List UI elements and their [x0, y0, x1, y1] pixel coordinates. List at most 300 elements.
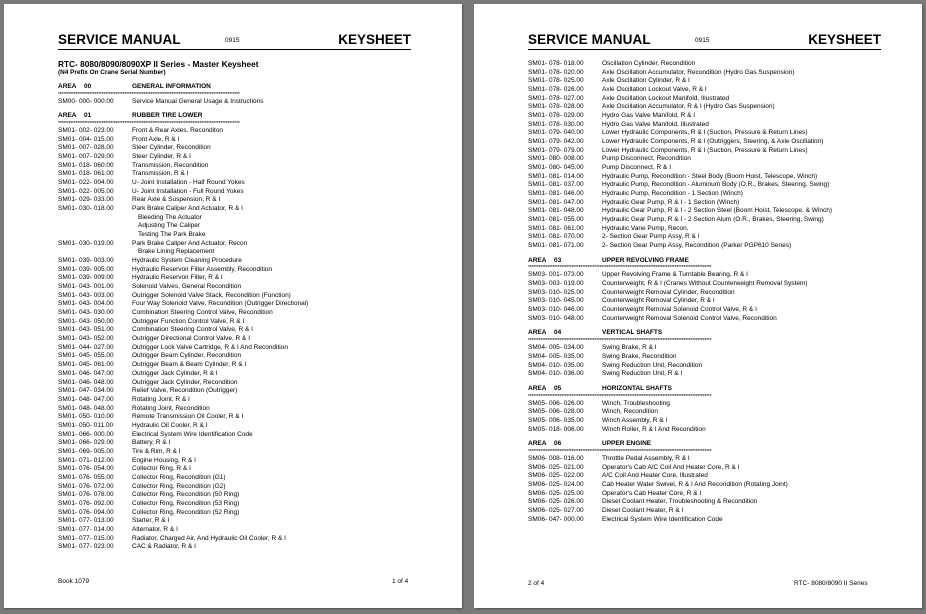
row-description: Rotating Joint, Recondition — [132, 404, 210, 412]
row-code: SM01- 078- 027.00 — [528, 94, 584, 102]
area-name: UPPER REVOLVING FRAME — [602, 256, 689, 264]
row-code: SM01- 050- 011.00 — [58, 421, 114, 429]
row-code: SM01- 078- 029.00 — [528, 112, 584, 120]
area-name: HORIZONTAL SHAFTS — [602, 384, 672, 392]
row-code: SM01- 039- 005.00 — [58, 265, 114, 273]
keysheet-row — [528, 344, 890, 353]
keysheet-row — [58, 352, 418, 361]
row-description: Outrigger Beam & Beam Cylinder, R & I — [132, 361, 247, 369]
row-description: Hydraulic Gear Pump, R & I - 2 Section Steel (Boom Hoist, Telescope, & Winch) — [602, 207, 832, 215]
keysheet-row — [58, 517, 418, 526]
row-description: Electrical System Wire Identification Code — [602, 515, 723, 523]
row-description: Counterweight Removal Solenoid Control Valve, Recondition — [602, 314, 777, 322]
keysheet-row — [528, 225, 890, 234]
area-name: VERTICAL SHAFTS — [602, 329, 663, 337]
row-code: SM01- 081- 014.00 — [528, 172, 584, 180]
row-code: SM01- 022- 005.00 — [58, 187, 114, 195]
row-description: U- Joint Installation - Full Round Yokes — [132, 187, 244, 195]
row-code: SM01- 081- 037.00 — [528, 181, 584, 189]
row-code: SM01- 081- 071.00 — [528, 242, 584, 250]
row-code: SM01- 081- 048.00 — [528, 207, 584, 215]
keysheet-row — [58, 205, 418, 214]
row-code: SM01- 043- 004.00 — [58, 300, 114, 308]
row-code: SM04- 010- 035.00 — [528, 361, 584, 369]
area-heading — [528, 329, 890, 338]
row-code: SM01- 043- 003.00 — [58, 291, 114, 299]
area-number: 04 — [554, 329, 562, 337]
row-code: SM01- 044- 027.00 — [58, 343, 114, 351]
document-subtitle: (N4 Prefix On Crane Serial Number) — [58, 69, 166, 76]
area-number: 00 — [84, 83, 92, 90]
area-number: 01 — [84, 112, 92, 120]
keysheet-row — [528, 455, 890, 464]
row-code: SM01- 046- 047.00 — [58, 369, 114, 377]
keysheet-row — [528, 426, 890, 435]
row-code: SM03- 010- 048.00 — [528, 314, 584, 322]
area-label: AREA — [58, 112, 77, 120]
row-description: Outrigger Directional Control Valve, R & I — [132, 335, 251, 343]
keysheet-row — [528, 77, 890, 86]
keysheet-row — [58, 526, 418, 535]
row-description: A/C Coil And Heater Core, Illustrated — [602, 472, 708, 480]
row-description: Hydraulic Pump, Recondition - 1 Section (Winch) — [602, 190, 743, 198]
row-code: SM01- 077- 015.00 — [58, 534, 114, 542]
row-code: SM01- 078- 025.00 — [528, 77, 584, 85]
keysheet-row — [58, 344, 418, 353]
keysheet-row — [528, 129, 890, 138]
row-description: Engine Housing, R & I — [132, 456, 196, 464]
header-title: SERVICE MANUAL — [528, 32, 651, 47]
keysheet-row — [528, 103, 890, 112]
keysheet-row — [58, 274, 418, 283]
keysheet-row — [58, 283, 418, 292]
area-label: AREA — [528, 440, 547, 448]
row-description: Outrigger Jack Cylinder, R & I — [132, 369, 218, 377]
row-code: SM01- 043- 030.00 — [58, 309, 114, 317]
document-page-1 — [4, 4, 462, 608]
keysheet-row — [528, 216, 890, 225]
area-name: RUBBER TIRE LOWER — [132, 112, 203, 120]
row-code: SM01- 078- 026.00 — [528, 86, 584, 94]
row-description: Hydraulic Pump, Recondition - Aluminum Body (O.R., Brakes, Steering, Swing) — [602, 181, 830, 189]
asterisk-divider: ********************************************************************************************************* — [528, 265, 712, 272]
row-code: SM01- 004- 015.00 — [58, 135, 114, 143]
row-code: SM01- 022- 004.00 — [58, 179, 114, 187]
row-description: Winch Assembly, R & I — [602, 416, 668, 424]
keysheet-row — [58, 535, 418, 544]
row-code: SM03- 003- 019.00 — [528, 280, 584, 288]
row-code: SM01- 047- 034.00 — [58, 387, 114, 395]
keysheet-row — [58, 422, 418, 431]
row-description: Axle Oscillation Cylinder, R & I — [602, 77, 690, 85]
keysheet-row — [528, 417, 890, 426]
row-description: Steer Cylinder, Recondition — [132, 144, 211, 152]
keysheet-row — [528, 481, 890, 490]
row-description: Collector Ring, Recondition (52 Ring) — [132, 508, 240, 516]
row-description: Swing Reduction Unit, Recondition — [602, 361, 703, 369]
row-code: SM01- 046- 048.00 — [58, 378, 114, 386]
keysheet-row — [58, 387, 418, 396]
keysheet-row — [528, 516, 890, 525]
row-code: SM06- 025- 022.00 — [528, 472, 584, 480]
row-description: Collector Ring, R & I — [132, 465, 191, 473]
keysheet-row — [58, 491, 418, 500]
keysheet-row — [58, 465, 418, 474]
keysheet-row — [58, 335, 418, 344]
row-description: Pump Disconnect, Recondition — [602, 155, 691, 163]
area-heading — [528, 257, 890, 266]
page-body — [528, 60, 890, 524]
row-code: SM01- 018- 061.00 — [58, 170, 114, 178]
row-code: SM01- 043- 051.00 — [58, 326, 114, 334]
keysheet-row — [58, 543, 418, 552]
row-description: Upper Revolving Frame & Turntable Bearing, R & I — [602, 271, 748, 279]
keysheet-row — [58, 188, 418, 197]
keysheet-row — [58, 457, 418, 466]
area-heading — [58, 83, 418, 92]
row-code: SM04- 005- 035.00 — [528, 352, 584, 360]
row-description: Outrigger Beam Cylinder, Recondition — [132, 352, 242, 360]
keysheet-row — [528, 362, 890, 371]
row-code: SM01- 079- 040.00 — [528, 129, 584, 137]
row-code: SM01- 043- 001.00 — [58, 283, 114, 291]
row-code: SM06- 047- 000.00 — [528, 515, 584, 523]
keysheet-row — [58, 231, 418, 240]
row-description: Hydraulic Reservoir Filter Assembly, Recondition — [132, 265, 273, 273]
row-description: Diesel Coolant Heater, Troubleshooting & Recondition — [602, 498, 758, 506]
row-description: Collector Ring, Recondition (53 Ring) — [132, 499, 240, 507]
row-code: SM01- 076- 078.00 — [58, 491, 114, 499]
sections-container — [528, 251, 890, 524]
row-code: SM01- 079- 042.00 — [528, 138, 584, 146]
area-name: GENERAL INFORMATION — [132, 83, 211, 90]
row-description: Collector Ring, Recondition (G1) — [132, 473, 226, 481]
header-rule — [528, 49, 881, 50]
row-code: SM01- 071- 012.00 — [58, 456, 114, 464]
row-description: Axle Oscillation Accumulator, R & I (Hydro Gas Suspension) — [602, 103, 775, 111]
keysheet-row — [528, 297, 890, 306]
row-code: SM01- 069- 005.00 — [58, 447, 114, 455]
row-code: SM05- 006- 028.00 — [528, 408, 584, 416]
row-code: SM01- 018- 060.00 — [58, 161, 114, 169]
area-heading — [528, 385, 890, 394]
document-title: RTC- 8080/8090/8090XP II Series - Master Keysheet — [58, 59, 259, 69]
row-description: Axle Oscillation Lockout Valve, R & I — [602, 86, 707, 94]
row-description: Starter, R & I — [132, 517, 170, 525]
row-code: SM01- 045- 061.00 — [58, 361, 114, 369]
keysheet-row — [528, 121, 890, 130]
area-heading — [528, 440, 890, 449]
row-description: Counterweight Removal Solenoid Control Valve, R & I — [602, 306, 757, 314]
row-code: SM01- 076- 094.00 — [58, 508, 114, 516]
row-code: SM01- 078- 030.00 — [528, 120, 584, 128]
row-code: SM06- 025- 026.00 — [528, 498, 584, 506]
keysheet-row — [58, 214, 418, 223]
keysheet-row — [58, 431, 418, 440]
row-description: Rotating Joint, R & I — [132, 395, 190, 403]
row-description: CAC & Radiator, R & I — [132, 543, 196, 551]
keysheet-row — [58, 266, 418, 275]
area-label: AREA — [528, 256, 547, 264]
row-description: Combination Steering Control Valve, R & I — [132, 326, 253, 334]
keysheet-row — [58, 144, 418, 153]
keysheet-row — [58, 413, 418, 422]
row-code: SM01- 081- 061.00 — [528, 224, 584, 232]
keysheet-row — [528, 190, 890, 199]
continued-rows — [528, 60, 890, 251]
keysheet-row — [528, 271, 890, 280]
row-code: SM01- 030- 019.00 — [58, 239, 114, 247]
row-code: SM03- 010- 025.00 — [528, 288, 584, 296]
row-code: SM01- 007- 029.00 — [58, 153, 114, 161]
keysheet-row — [528, 242, 890, 251]
keysheet-row — [528, 289, 890, 298]
row-code: SM01- 043- 050.00 — [58, 317, 114, 325]
row-description: Hydraulic Reservoir Filter, R & I — [132, 274, 223, 282]
footer-left: Book 1079 — [58, 578, 90, 585]
keysheet-row — [58, 326, 418, 335]
document-page-2 — [474, 4, 922, 608]
row-description: Oscillation Cylinder, Recondition — [602, 60, 696, 67]
row-code: SM01- 050- 010.00 — [58, 413, 114, 421]
row-code: SM01- 045- 055.00 — [58, 352, 114, 360]
footer-right: 1 of 4 — [392, 578, 409, 585]
area-number: 05 — [554, 384, 562, 392]
row-code: SM01- 029- 033.00 — [58, 196, 114, 204]
row-description: Electrical System Wire Identification Code — [132, 430, 253, 438]
row-description: Counterweight Removal Cylinder, Recondition — [602, 288, 735, 296]
row-description: Hydraulic Vane Pump, Recon. — [602, 224, 689, 232]
row-description: Transmission, R & I — [132, 170, 189, 178]
keysheet-row — [58, 370, 418, 379]
row-description: Hydraulic Pump, Recondition - Steel Body (Boom Hoist, Telescope, Winch) — [602, 172, 818, 180]
row-description: Outrigger Solenoid Valve Stack, Recondition (Function) — [132, 291, 291, 299]
keysheet-row — [58, 222, 418, 231]
row-description: Winch Roller, R & I And Recondition — [602, 425, 706, 433]
row-code: SM01- 076- 072.00 — [58, 482, 114, 490]
row-code: SM03- 010- 045.00 — [528, 297, 584, 305]
keysheet-row — [58, 257, 418, 266]
row-code: SM03- 010- 046.00 — [528, 306, 584, 314]
row-code: SM01- 076- 054.00 — [58, 465, 114, 473]
row-description: Solenoid Valves, General Recondition — [132, 283, 242, 291]
asterisk-divider: ******************************************************************************************************** — [58, 121, 240, 128]
row-code: SM01- 048- 048.00 — [58, 404, 114, 412]
row-description: Swing Reduction Unit, R & I — [602, 370, 683, 378]
area-label: AREA — [528, 329, 547, 337]
keysheet-row — [528, 507, 890, 516]
keysheet-row — [58, 379, 418, 388]
row-code: SM01- 030- 018.00 — [58, 205, 114, 213]
header-keysheet: KEYSHEET — [338, 32, 411, 47]
row-description: Battery, R & I — [132, 439, 171, 447]
row-code: SM01- 079- 079.00 — [528, 146, 584, 154]
keysheet-row — [528, 306, 890, 315]
row-code: SM04- 005- 034.00 — [528, 344, 584, 352]
row-code: SM06- 025- 021.00 — [528, 463, 584, 471]
keysheet-row — [528, 370, 890, 379]
row-description: Diesel Coolant Heater, R & I — [602, 506, 684, 514]
row-description: Axle Oscillation Accumulator, Recondition (Hydro Gas Suspension) — [602, 68, 795, 76]
row-description: Winch, Recondition — [602, 408, 658, 416]
row-description: Front Axle, R & I — [132, 135, 180, 143]
keysheet-row — [528, 280, 890, 289]
row-code: SM00- 000- 000.00 — [58, 97, 114, 105]
row-code: SM01- 007- 028.00 — [58, 144, 114, 152]
row-description: Relief Valve, Recondition (Outrigger) — [132, 387, 238, 395]
row-description: Alternator, R & I — [132, 525, 178, 533]
keysheet-row — [528, 315, 890, 324]
row-description: Cab Heater Water Swivel, R & I And Recondition (Rotating Joint) — [602, 480, 788, 488]
row-description: Front & Rear Axles, Reconditon — [132, 127, 224, 135]
row-code: SM01- 078- 028.00 — [528, 103, 584, 111]
row-description: Tire & Rim, R & I — [132, 447, 181, 455]
row-description: Brake Lining Replacement — [138, 248, 215, 256]
header-rule — [58, 49, 411, 50]
row-description: U- Joint Installation - Half Round Yokes — [132, 179, 245, 187]
row-description: Outrigger Lock Valve Cartridge, R & I And Recondition — [132, 343, 288, 351]
row-code: SM01- 076- 092.00 — [58, 499, 114, 507]
row-description: Counterweight, R & I (Cranes Without Counterweight Removal System) — [602, 280, 808, 288]
asterisk-divider: ******************************************************************************************************** — [58, 91, 240, 98]
page-body — [58, 59, 418, 552]
row-code: SM01- 077- 023.00 — [58, 543, 114, 551]
footer-right: RTC- 8080/8090 II Series — [794, 580, 868, 587]
keysheet-row — [528, 199, 890, 208]
keysheet-row — [528, 472, 890, 481]
row-code: SM01- 076- 055.00 — [58, 473, 114, 481]
row-description: Hydro Gas Valve Manifold, R & I — [602, 112, 696, 120]
keysheet-row — [528, 60, 890, 69]
keysheet-row — [58, 196, 418, 205]
keysheet-row — [58, 509, 418, 518]
row-description: Hydraulic System Cleaning Procedure — [132, 257, 242, 265]
keysheet-row — [528, 408, 890, 417]
row-code: SM01- 066- 029.00 — [58, 439, 114, 447]
keysheet-row — [58, 448, 418, 457]
keysheet-row — [58, 153, 418, 162]
row-description: Combination Steering Control Valve, Recondition — [132, 309, 273, 317]
row-description: Rear Axle & Suspension, R & I — [132, 196, 221, 204]
row-code: SM01- 080- 045.00 — [528, 164, 584, 172]
row-description: Radiator, Charged Air, And Hydraulic Oil Cooler, R & I — [132, 534, 286, 542]
row-code: SM01- 066- 000.00 — [58, 430, 114, 438]
header-code: 0915 — [695, 37, 710, 44]
area-number: 06 — [554, 440, 562, 448]
row-description: Four Way Solenoid Valve, Recondition (Outrigger Directional) — [132, 300, 309, 308]
row-description: Hydro Gas Valve Manifold, Illustrated — [602, 120, 709, 128]
keysheet-row — [58, 500, 418, 509]
row-code: SM01- 081- 055.00 — [528, 216, 584, 224]
row-code: SM01- 039- 003.00 — [58, 257, 114, 265]
area-heading — [58, 112, 418, 121]
keysheet-row — [528, 86, 890, 95]
row-description: Lower Hydraulic Components, R & I (Outriggers, Steering, & Axle Oscillation) — [602, 138, 824, 146]
row-description: Testing The Park Brake — [138, 231, 206, 239]
keysheet-row — [58, 292, 418, 301]
keysheet-row — [528, 207, 890, 216]
header-keysheet: KEYSHEET — [808, 32, 881, 47]
row-description: Throttle Pedal Assembly, R & I — [602, 454, 690, 462]
keysheet-row — [528, 95, 890, 104]
row-code: SM01- 081- 070.00 — [528, 233, 584, 241]
row-code: SM01- 039- 009.00 — [58, 274, 114, 282]
keysheet-row — [58, 300, 418, 309]
keysheet-row — [58, 240, 418, 249]
row-code: SM01- 080- 008.00 — [528, 155, 584, 163]
keysheet-row — [528, 69, 890, 78]
keysheet-row — [528, 164, 890, 173]
keysheet-row — [58, 309, 418, 318]
row-code: SM05- 006- 035.00 — [528, 416, 584, 424]
keysheet-row — [58, 179, 418, 188]
row-description: Operator's Cab A/C Coil And Heater Core, R & I — [602, 463, 740, 471]
row-description: Hydraulic Gear Pump, R & I - 1 Section (Winch) — [602, 198, 740, 206]
row-description: Swing Brake, R & I — [602, 344, 657, 352]
row-code: SM01- 043- 052.00 — [58, 335, 114, 343]
keysheet-row — [528, 147, 890, 156]
keysheet-row — [58, 127, 418, 136]
keysheet-row — [58, 361, 418, 370]
keysheet-row — [528, 112, 890, 121]
sections-container — [58, 83, 418, 552]
row-description: Steer Cylinder, R & I — [132, 153, 191, 161]
row-description: Collector Ring, Recondition (50 Ring) — [132, 491, 240, 499]
row-description: Adjusting The Caliper — [138, 222, 201, 230]
keysheet-row — [58, 439, 418, 448]
row-description: Pump Disconnect, R & I — [602, 164, 671, 172]
keysheet-row — [528, 464, 890, 473]
footer-left: 2 of 4 — [528, 580, 545, 587]
keysheet-row — [528, 400, 890, 409]
row-code: SM06- 025- 024.00 — [528, 480, 584, 488]
asterisk-divider: ********************************************************************************************************* — [528, 338, 712, 345]
keysheet-row — [528, 155, 890, 164]
row-code: SM01- 081- 047.00 — [528, 198, 584, 206]
row-description: Park Brake Caliper And Actuator, R & I — [132, 205, 243, 213]
row-description: Outrigger Jack Cylinder, Recondition — [132, 378, 238, 386]
keysheet-row — [58, 483, 418, 492]
asterisk-divider: ********************************************************************************************************* — [528, 448, 712, 455]
row-code: SM06- 025- 025.00 — [528, 489, 584, 497]
row-description: Lower Hydraulic Components, R & I (Suction, Pressure & Return Lines) — [602, 146, 808, 154]
row-code: SM01- 078- 020.00 — [528, 68, 584, 76]
keysheet-row — [58, 170, 418, 179]
keysheet-row — [58, 318, 418, 327]
row-code: SM04- 010- 036.00 — [528, 370, 584, 378]
row-description: Axle Oscillation Lockout Manifold, Illustrated — [602, 94, 730, 102]
row-code: SM03- 001- 073.00 — [528, 271, 584, 279]
keysheet-row — [528, 181, 890, 190]
keysheet-row — [58, 474, 418, 483]
row-description: Bleeding The Actuator — [138, 213, 202, 221]
row-description: Hydraulic Oil Cooler, R & I — [132, 421, 208, 429]
row-code: SM06- 025- 027.00 — [528, 506, 584, 514]
row-code: SM01- 002- 023.00 — [58, 127, 114, 135]
row-description: Hydraulic Gear Pump, R & I - 2 Section Alum (O.R., Brakes, Steering, Swing) — [602, 216, 824, 224]
keysheet-row — [528, 173, 890, 182]
row-code: SM01- 081- 046.00 — [528, 190, 584, 198]
row-description: Operator's Cab Heater Core, R & I — [602, 489, 702, 497]
row-code: SM05- 006- 026.00 — [528, 399, 584, 407]
row-description: Swing Brake, Recondition — [602, 352, 677, 360]
area-number: 03 — [554, 256, 562, 264]
row-code: SM01- 048- 047.00 — [58, 395, 114, 403]
row-description: Service Manual General Usage & Instructions — [132, 97, 264, 105]
keysheet-row — [528, 490, 890, 499]
row-description: Winch, Troubleshooting — [602, 399, 670, 407]
row-code: SM05- 018- 006.00 — [528, 425, 584, 433]
